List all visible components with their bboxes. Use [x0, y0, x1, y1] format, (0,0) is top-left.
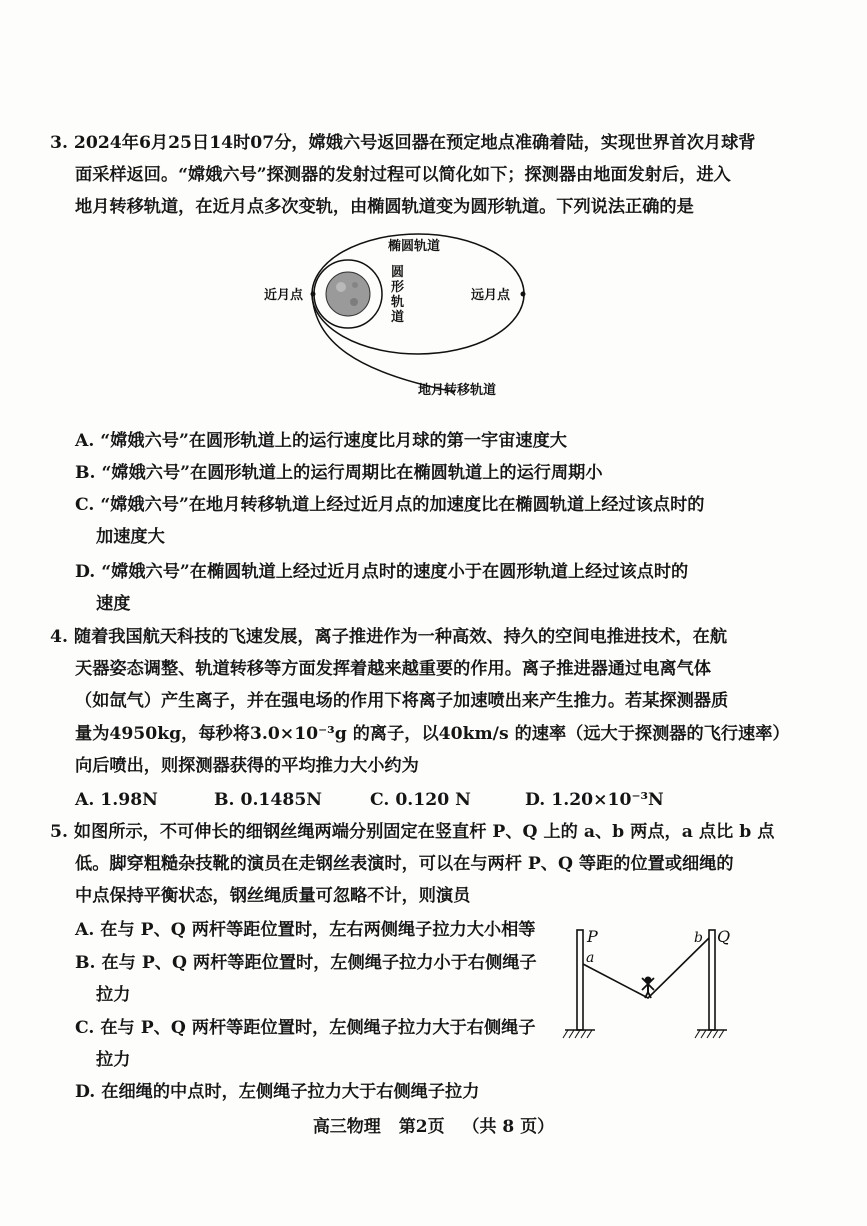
- q5-stem-line-1: 5. 如图所示，不可伸长的细钢丝绳两端分别固定在竖直杆 P、Q 上的 a、b 两点，a 点比 b 点: [50, 822, 775, 842]
- q5-stem-line-3: 中点保持平衡状态，钢丝绳质量可忽略不计，则演员: [75, 886, 471, 906]
- footer-total: （共 8 页）: [462, 1117, 555, 1137]
- q3-option-c-cont: 加速度大: [96, 527, 165, 547]
- transfer-orbit-label: 地月转移轨道: [418, 383, 497, 398]
- q3-stem-line-1: 3. 2024年6月25日14时07分，嫦娥六号返回器在预定地点准确着陆，实现世界首次月球背: [50, 133, 756, 153]
- pole-p-label: P: [587, 927, 598, 946]
- circle-orbit-char-1: 圆: [391, 265, 405, 280]
- q4-option-b: B. 0.1485N: [214, 790, 322, 810]
- page-footer: [0, 1112, 867, 1137]
- far-point-label: 远月点: [471, 288, 511, 303]
- q3-option-c: C. “嫦娥六号”在地月转移轨道上经过近月点的加速度比在椭圆轨道上经过该点时的: [75, 495, 705, 515]
- q3-option-b: B. “嫦娥六号”在圆形轨道上的运行周期比在椭圆轨道上的运行周期小: [75, 463, 603, 483]
- q5-option-c-cont: 拉力: [96, 1050, 131, 1070]
- q4-stem-line-3: （如氙气）产生离子，并在强电场的作用下将离子加速喷出来产生推力。若某探测器质: [75, 691, 729, 711]
- tightrope-diagram: [560, 918, 740, 1048]
- q4-option-a: A. 1.98N: [75, 790, 158, 810]
- q4-option-d: D. 1.20×10⁻³N: [525, 790, 664, 810]
- q4-stem-line-1: 4. 随着我国航天科技的飞速发展，离子推进作为一种高效、持久的空间电推进技术，在航: [50, 627, 728, 647]
- q3-stem-line-3: 地月转移轨道，在近月点多次变轨，由椭圆轨道变为圆形轨道。下列说法正确的是: [75, 197, 694, 217]
- q5-stem-line-2: 低。脚穿粗糙杂技靴的演员在走钢丝表演时，可以在与两杆 P、Q 等距的位置或细绳的: [75, 854, 734, 874]
- q5-option-a: A. 在与 P、Q 两杆等距位置时，左右两侧绳子拉力大小相等: [75, 920, 536, 940]
- q5-option-c: C. 在与 P、Q 两杆等距位置时，左侧绳子拉力大于右侧绳子: [75, 1018, 536, 1038]
- q3-option-d-cont: 速度: [96, 594, 131, 614]
- q3-option-d: D. “嫦娥六号”在椭圆轨道上经过近月点时的速度小于在圆形轨道上经过该点时的: [75, 562, 689, 582]
- q5-option-b: B. 在与 P、Q 两杆等距位置时，左侧绳子拉力小于右侧绳子: [75, 953, 537, 973]
- q4-stem-line-5: 向后喷出，则探测器获得的平均推力大小约为: [75, 756, 419, 776]
- q3-stem-line-2: 面采样返回。“嫦娥六号”探测器的发射过程可以简化如下；探测器由地面发射后，进入: [75, 165, 731, 185]
- near-point-label: 近月点: [264, 288, 304, 303]
- circle-orbit-char-2: 形: [391, 280, 405, 295]
- q4-stem-line-2: 天器姿态调整、轨道转移等方面发挥着越来越重要的作用。离子推进器通过电离气体: [75, 659, 711, 679]
- footer-page: 第2页: [398, 1117, 445, 1137]
- q4-stem-line-4: 量为4950kg，每秒将3.0×10⁻³g 的离子，以40km/s 的速率（远大于探测器的飞行速率）: [75, 724, 790, 744]
- footer-subject: 高三物理: [312, 1117, 381, 1137]
- circle-orbit-char-3: 轨: [391, 295, 405, 310]
- point-b-label: b: [694, 930, 703, 946]
- circle-orbit-char-4: 道: [391, 310, 405, 325]
- orbit-diagram: [255, 222, 575, 412]
- q4-option-c: C. 0.120 N: [370, 790, 471, 810]
- q3-option-a: A. “嫦娥六号”在圆形轨道上的运行速度比月球的第一宇宙速度大: [75, 431, 567, 451]
- q5-option-b-cont: 拉力: [96, 985, 131, 1005]
- q5-option-d: D. 在细绳的中点时，左侧绳子拉力大于右侧绳子拉力: [75, 1082, 480, 1102]
- ellipse-orbit-label: 椭圆轨道: [388, 239, 441, 254]
- pole-q-label: Q: [717, 927, 731, 946]
- point-a-label: a: [586, 950, 595, 966]
